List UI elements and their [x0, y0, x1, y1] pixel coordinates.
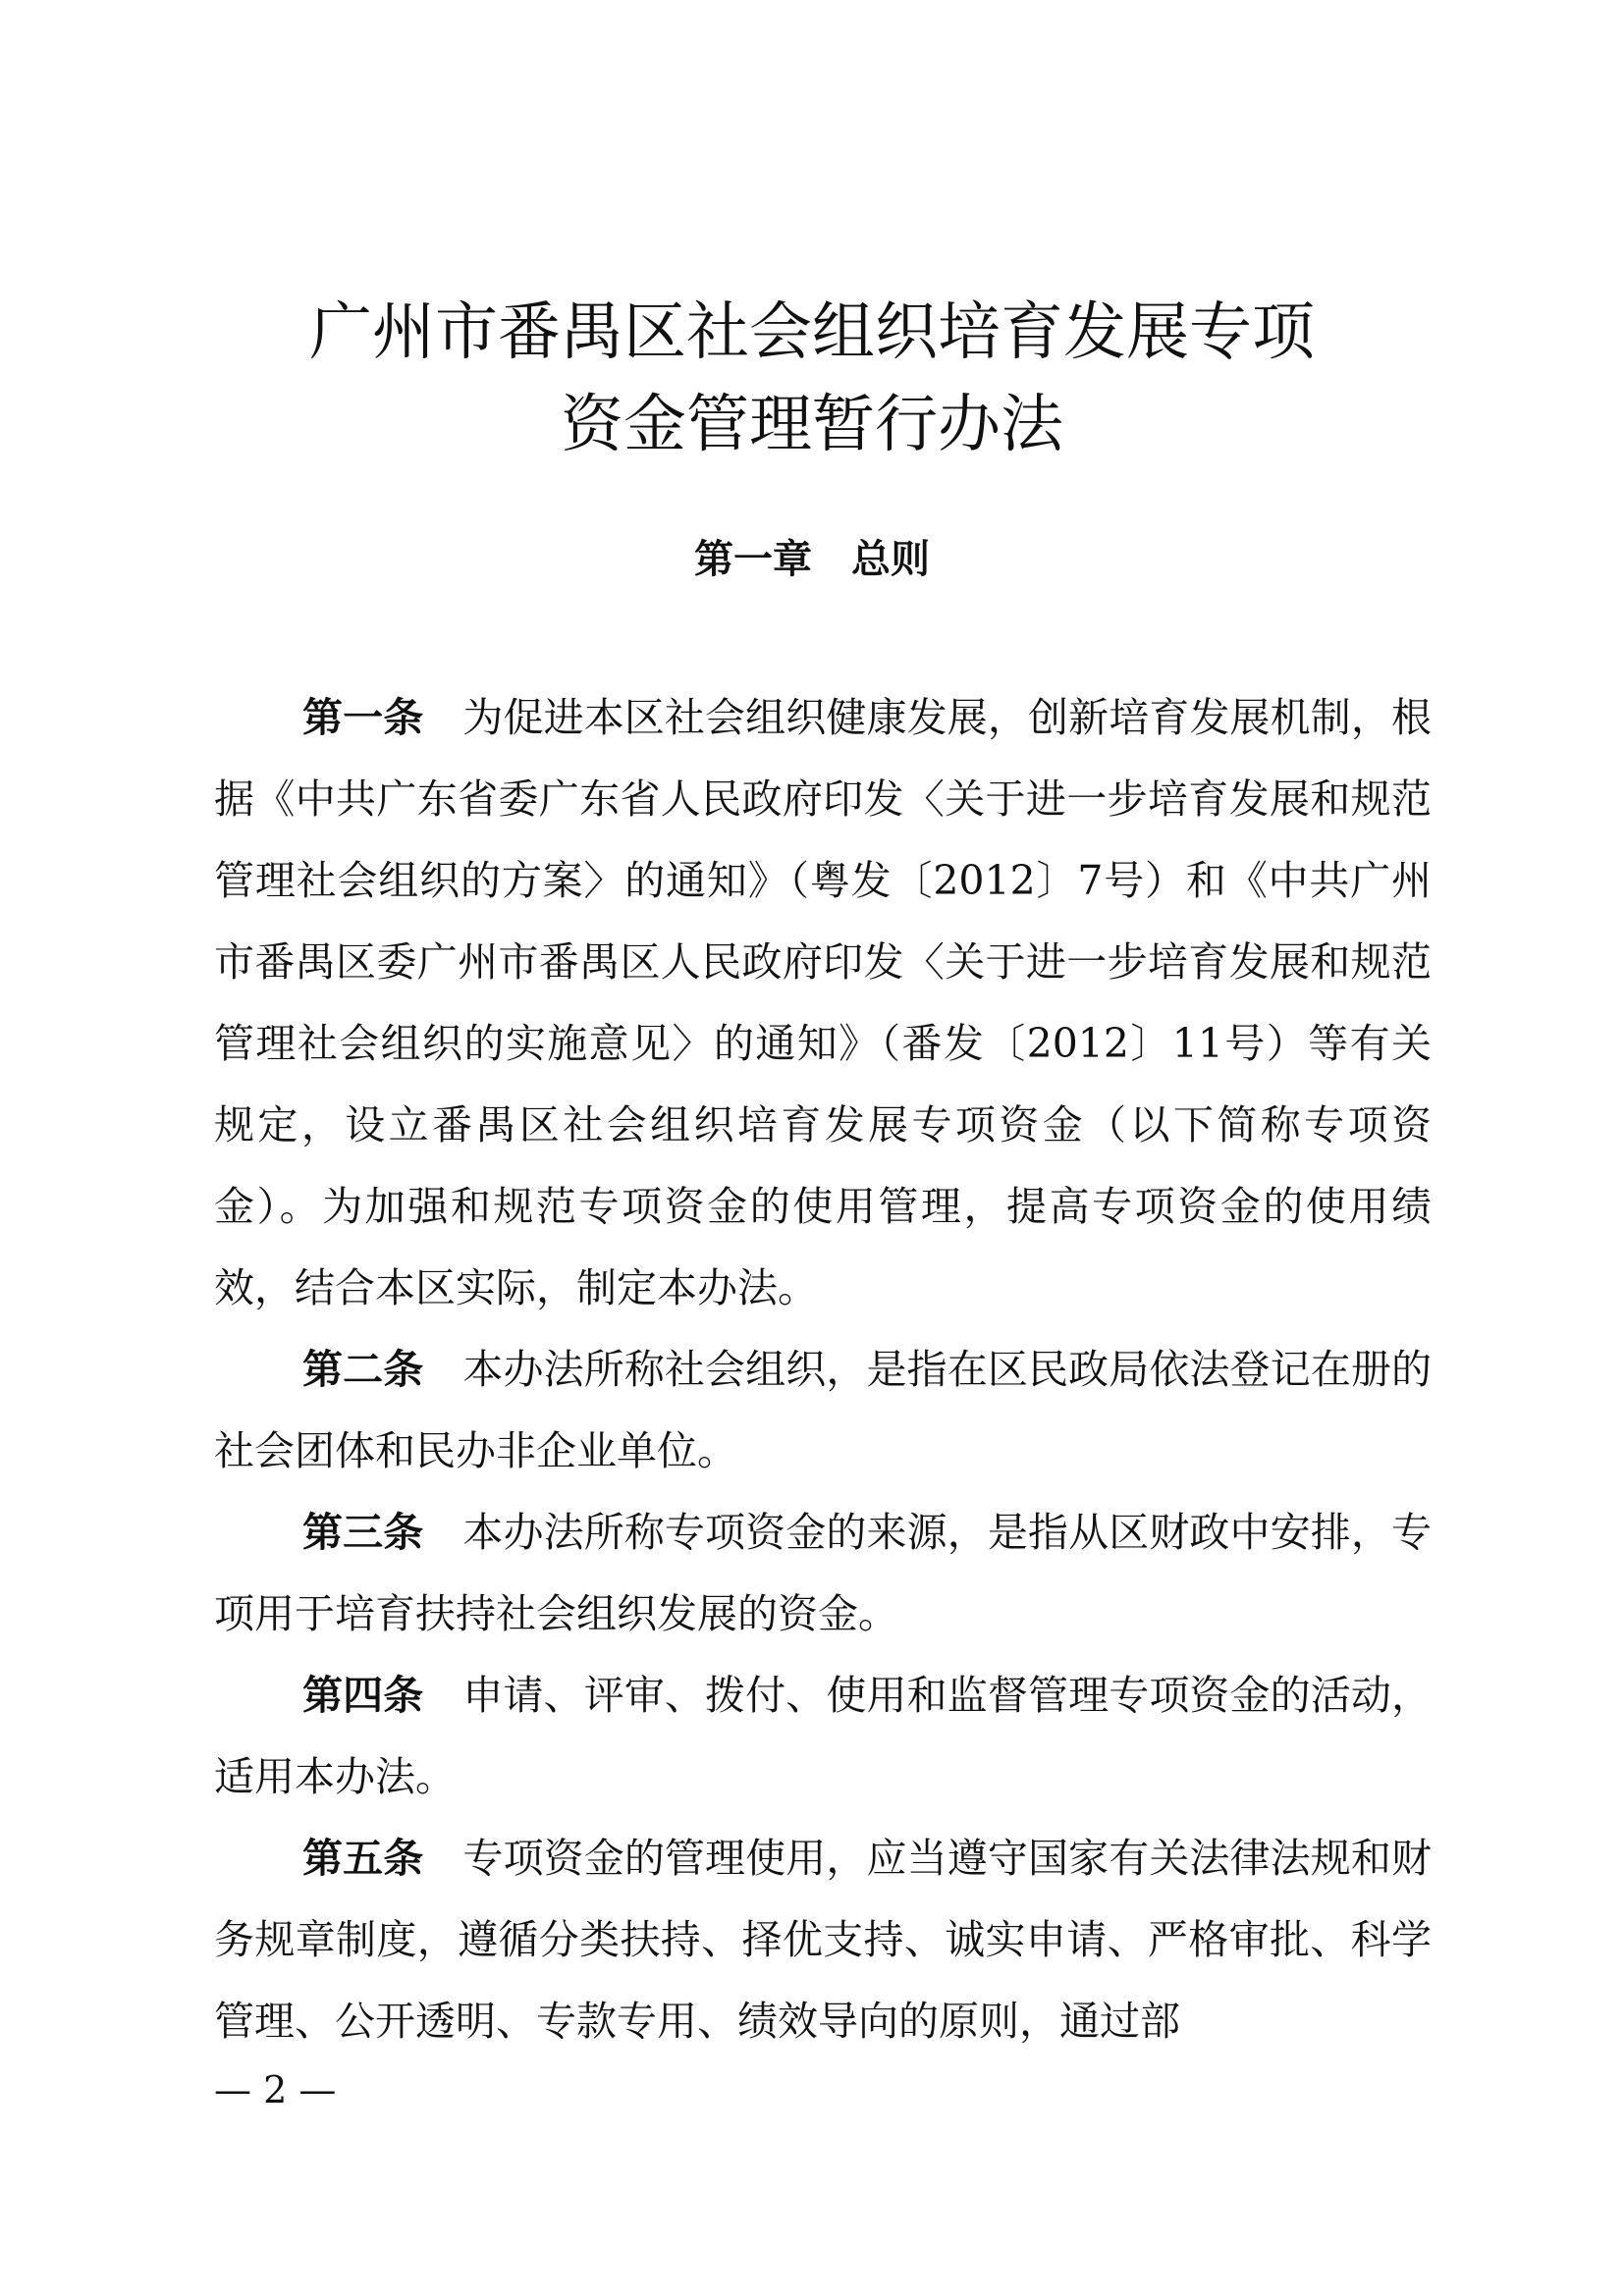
article-number: 第五条: [302, 1835, 424, 1882]
article-number: 第一条: [302, 694, 424, 741]
article-number: 第三条: [302, 1509, 424, 1556]
title-line-1: 广州市番禺区社会组织培育发展专项: [309, 296, 1315, 369]
chapter-heading: 第一章 总则: [694, 537, 930, 582]
article-text: 申请、评审、拨付、使用和监督管理专项资金的活动，适用本办法。: [214, 1672, 1433, 1800]
document-body: [214, 677, 1432, 2062]
article-text: 专项资金的管理使用，应当遵守国家有关法律法规和财务规章制度，遵循分类扶持、择优支持、诚实申请、严格审批、科学管理、公开透明、专款专用、绩效导向的原则，通过部: [214, 1835, 1433, 2045]
article-text: 本办法所称专项资金的来源，是指从区财政中安排，专项用于培育扶持社会组织发展的资金。: [214, 1509, 1433, 1637]
article-3: [214, 1492, 1432, 1655]
article-number: 第四条: [302, 1672, 424, 1719]
title-line-2: 资金管理暂行办法: [561, 389, 1063, 461]
article-text: 为促进本区社会组织健康发展，创新培育发展机制，根据《中共广东省委广东省人民政府印发〈关于进一步培育发展和规范管理社会组织的方案〉的通知》（粤发〔2012〕7号）和《中共广州市番禺区委广州市番禺区人民政府印发〈关于进一步培育发展和规范管理社会组织的实施意见〉的通知》（番发〔2012〕11号）等有关规定，设立番禺区社会组织培育发展专项资金（以下简称专项资金）。为加强和规范专项资金的使用管理，提高专项资金的使用绩效，结合本区实际，制定本办法。: [214, 694, 1433, 1311]
article-4: [214, 1655, 1432, 1818]
article-text: 本办法所称社会组织，是指在区民政局依法登记在册的社会团体和民办非企业单位。: [214, 1346, 1433, 1474]
article-5: [214, 1818, 1432, 2062]
article-2: [214, 1329, 1432, 1492]
article-number: 第二条: [302, 1346, 424, 1393]
document-title: [0, 287, 1624, 471]
article-1: [214, 677, 1432, 1329]
page-number: — 2 —: [214, 2068, 337, 2111]
